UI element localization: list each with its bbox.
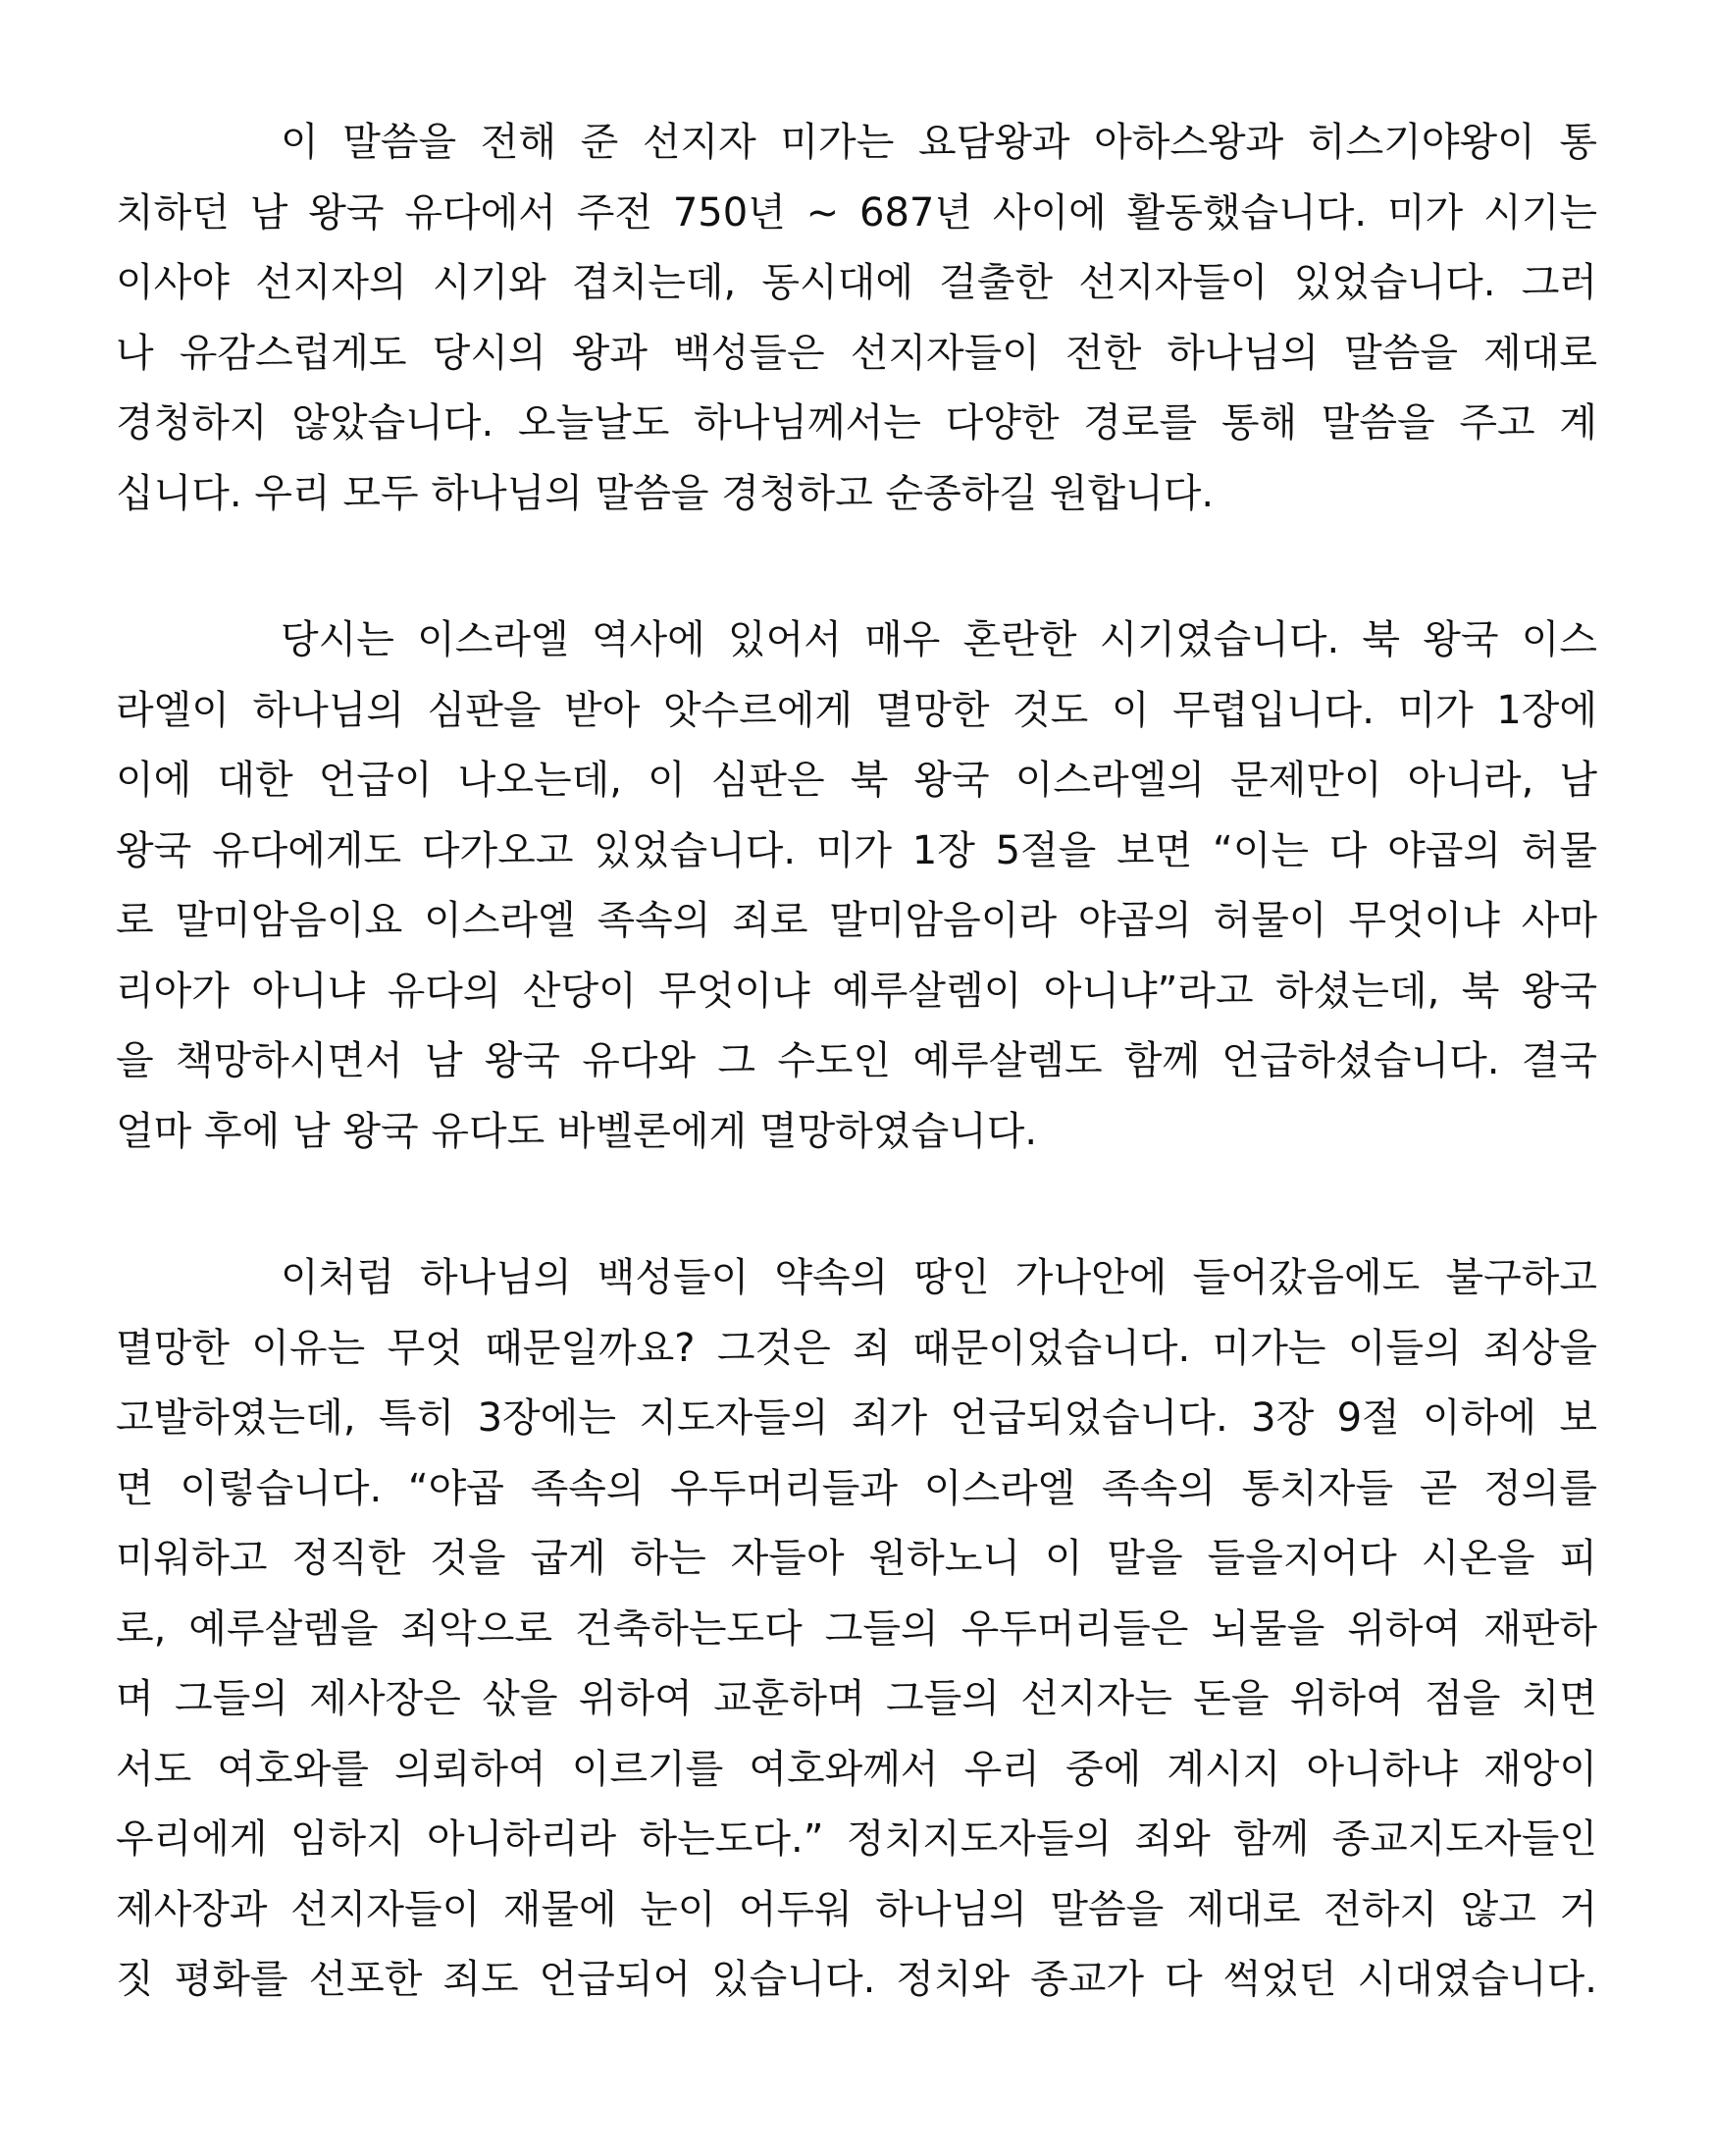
text-line: 로 말미암음이요 이스라엘 족속의 죄로 말미암음이라 야곱의 허물이 무엇이냐 사마: [116, 898, 1597, 943]
text-line: 왕국 유다에게도 다가오고 있었습니다. 미가 1장 5절을 보면 “이는 다 야곱의 허물: [116, 827, 1597, 873]
text-line: 이 말씀을 전해 준 선지자 미가는 요담왕과 아하스왕과 히스기야왕이 통: [281, 120, 1597, 165]
text-line: 당시는 이스라엘 역사에 있어서 매우 혼란한 시기였습니다. 북 왕국 이스: [281, 617, 1597, 662]
text-line: 리아가 아니냐 유다의 산당이 무엇이냐 예루살렘이 아니냐”라고 하셨는데, 북 왕국: [116, 968, 1597, 1014]
text-line: 고발하였는데, 특히 3장에는 지도자들의 죄가 언급되었습니다. 3장 9절 이하에 보: [116, 1395, 1597, 1441]
text-line: 짓 평화를 선포한 죄도 언급되어 있습니다. 정치와 종교가 다 썩었던 시대였습니다.: [116, 1957, 1597, 2002]
text-line: 을 책망하시면서 남 왕국 유다와 그 수도인 예루살렘도 함께 언급하셨습니다. 결국: [116, 1038, 1597, 1083]
text-line: 로, 예루살렘을 죄악으로 건축하는도다 그들의 우두머리들은 뇌물을 위하여 재판하: [116, 1605, 1597, 1652]
text-line: 이에 대한 언급이 나오는데, 이 심판은 북 왕국 이스라엘의 문제만이 아니라, 남: [116, 758, 1597, 803]
text-line: 우리에게 임하지 아니하리라 하는도다.” 정치지도자들의 죄와 함께 종교지도자들인: [116, 1816, 1597, 1862]
text-line: 미워하고 정직한 것을 굽게 하는 자들아 원하노니 이 말을 들을지어다 시온을 피: [116, 1536, 1597, 1581]
paragraph-2: [116, 605, 1597, 1167]
text-line: 경청하지 않았습니다. 오늘날도 하나님께서는 다양한 경로를 통해 말씀을 주고 계: [116, 400, 1597, 446]
paragraph-gap: [116, 1167, 1597, 1243]
text-line: 면 이렇습니다. “야곱 족속의 우두머리들과 이스라엘 족속의 통치자들 곧 정의를: [116, 1465, 1597, 1511]
paragraph-3: [116, 1243, 1597, 2016]
text-line: 제사장과 선지자들이 재물에 눈이 어두워 하나님의 말씀을 제대로 전하지 않고 거: [116, 1886, 1597, 1932]
text-line: 얼마 후에 남 왕국 유다도 바벨론에게 멸망하였습니다.: [116, 1108, 1038, 1154]
text-line: 며 그들의 제사장은 삯을 위하여 교훈하며 그들의 선지자는 돈을 위하여 점을 치면: [116, 1676, 1597, 1721]
document-page: [116, 108, 1597, 2016]
paragraph-gap: [116, 529, 1597, 605]
text-line: 치하던 남 왕국 유다에서 주전 750년 ~ 687년 사이에 활동했습니다. 미가 시기는: [116, 189, 1597, 236]
text-line: 이처럼 하나님의 백성들이 약속의 땅인 가나안에 들어갔음에도 불구하고: [281, 1255, 1597, 1300]
text-line: 나 유감스럽게도 당시의 왕과 백성들은 선지자들이 전한 하나님의 말씀을 제대로: [116, 330, 1597, 376]
text-line: 라엘이 하나님의 심판을 받아 앗수르에게 멸망한 것도 이 무렵입니다. 미가 1장에: [116, 687, 1597, 733]
text-line: 십니다. 우리 모두 하나님의 말씀을 경청하고 순종하길 원합니다.: [116, 470, 1215, 516]
paragraph-1: [116, 108, 1597, 529]
text-line: 이사야 선지자의 시기와 겹치는데, 동시대에 걸출한 선지자들이 있었습니다. 그러: [116, 260, 1597, 305]
text-line: 서도 여호와를 의뢰하여 이르기를 여호와께서 우리 중에 계시지 아니하냐 재앙이: [116, 1746, 1597, 1792]
text-line: 멸망한 이유는 무엇 때문일까요? 그것은 죄 때문이었습니다. 미가는 이들의 죄상을: [116, 1325, 1597, 1371]
